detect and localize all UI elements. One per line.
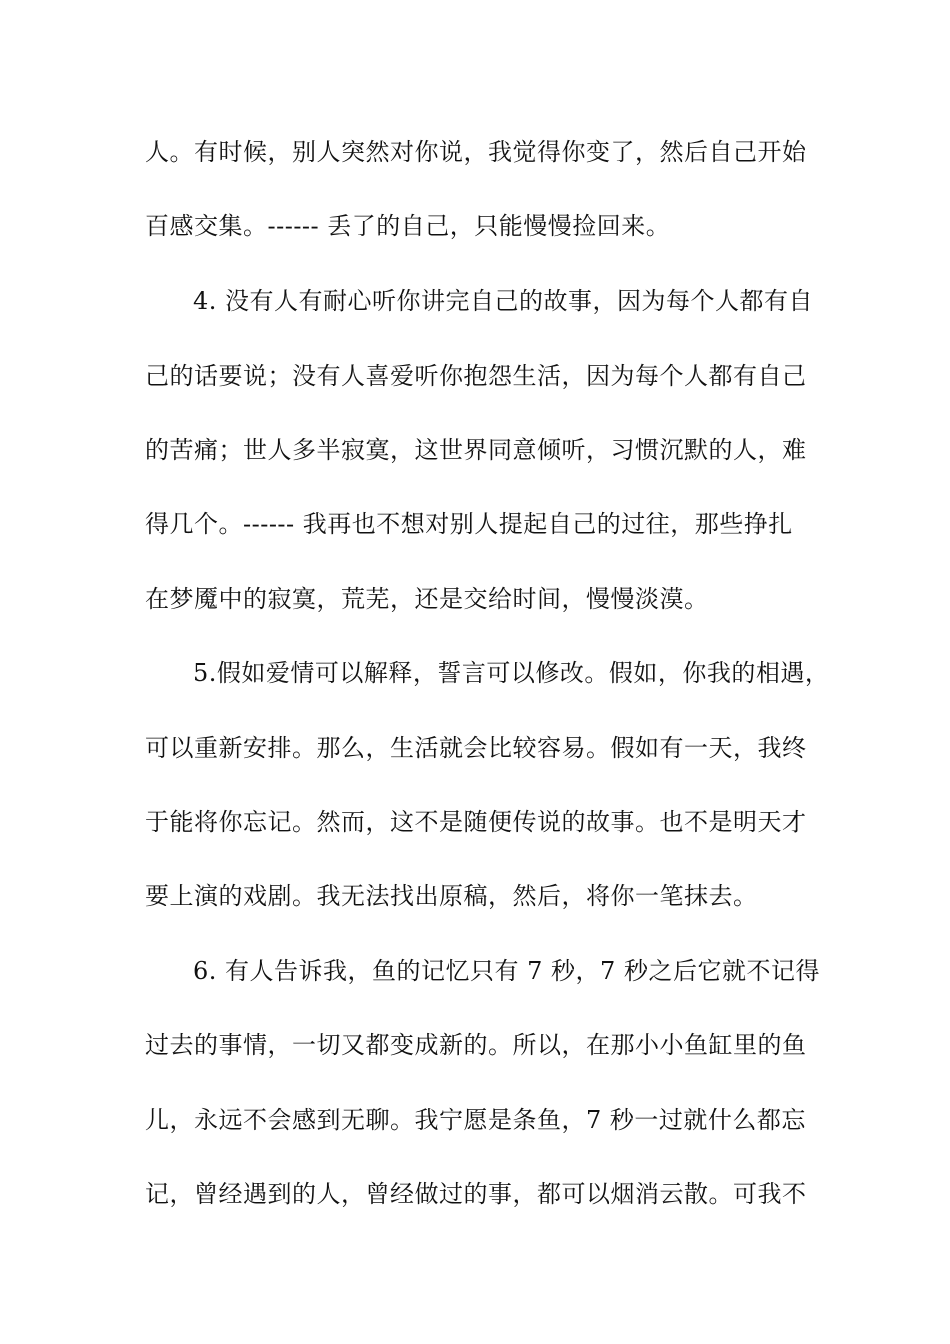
text-line-4: 己的话要说；没有人喜爱听你抱怨生活，因为每个人都有自己 (145, 362, 807, 390)
text-line-2: 百感交集。------ 丢了的自己，只能慢慢捡回来。 (145, 212, 671, 240)
text-line-11: 要上演的戏剧。我无法找出原稿，然后，将你一笔抹去。 (145, 882, 758, 910)
text-line-1: 人。有时候，别人突然对你说，我觉得你变了，然后自己开始 (145, 138, 807, 166)
text-line-8: 5.假如爱情可以解释，誓言可以修改。假如，你我的相遇， (193, 659, 830, 687)
text-line-14: 儿，永远不会感到无聊。我宁愿是条鱼，7 秒一过就什么都忘 (145, 1106, 806, 1134)
text-line-7: 在梦魇中的寂寞，荒芜，还是交给时间，慢慢淡漠。 (145, 585, 709, 613)
text-line-9: 可以重新安排。那么，生活就会比较容易。假如有一天，我终 (145, 734, 807, 762)
text-line-3: 4. 没有人有耐心听你讲完自己的故事，因为每个人都有自 (193, 287, 814, 315)
text-line-15: 记，曾经遇到的人，曾经做过的事，都可以烟消云散。可我不 (145, 1180, 807, 1208)
text-line-12: 6. 有人告诉我，鱼的记忆只有 7 秒，7 秒之后它就不记得 (193, 957, 820, 985)
text-line-6: 得几个。------ 我再也不想对别人提起自己的过往，那些挣扎 (145, 510, 793, 538)
text-line-13: 过去的事情，一切又都变成新的。所以，在那小小鱼缸里的鱼 (145, 1031, 807, 1059)
text-line-10: 于能将你忘记。然而，这不是随便传说的故事。也不是明天才 (145, 808, 807, 836)
text-line-5: 的苦痛；世人多半寂寞，这世界同意倾听，习惯沉默的人，难 (145, 436, 807, 464)
